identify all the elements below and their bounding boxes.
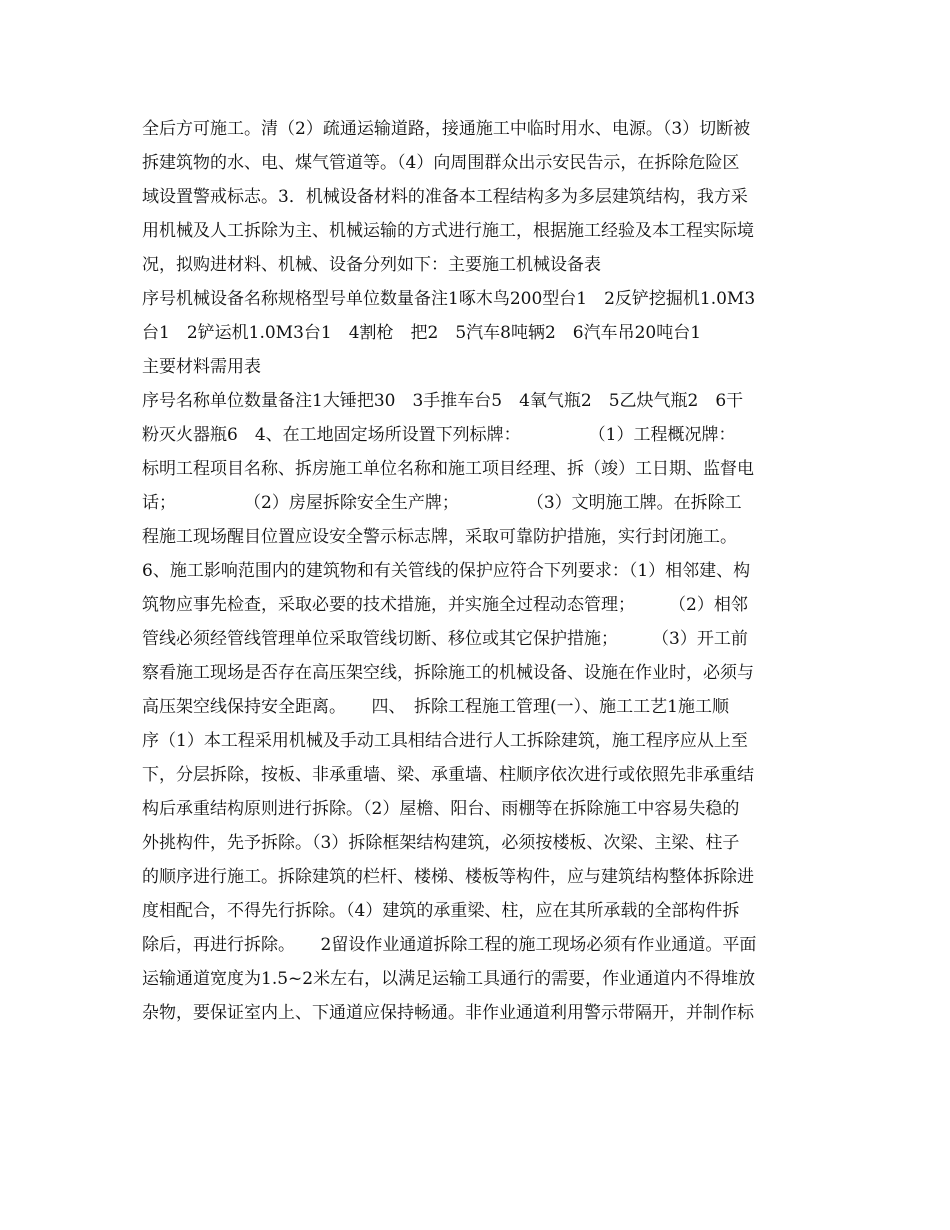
text-line: 6、施工影响范围内的建筑物和有关管线的保护应符合下列要求：（1）相邻建、构 <box>142 561 751 581</box>
text-line: 察看施工现场是否存在高压架空线，拆除施工的机械设备、设施在作业时，必须与 <box>142 663 754 683</box>
text-line: 高压架空线保持安全距离。 四、 拆除工程施工管理(一）、施工工艺1施工顺 <box>142 697 729 717</box>
text-line: 拆建筑物的水、电、煤气管道等。（4）向周围群众出示安民告示，在拆除危险区 <box>142 153 740 173</box>
document-body <box>142 112 814 1030</box>
text-line: 粉灭火器瓶6 4、在工地固定场所设置下列标牌： （1）工程概况牌： <box>142 425 736 445</box>
text-line: 除后，再进行拆除。 2留设作业通道拆除工程的施工现场必须有作业通道。平面 <box>142 935 757 955</box>
text-line: 全后方可施工。清（2）疏通运输道路，接通施工中临时用水、电源。（3）切断被 <box>142 119 751 139</box>
text-line: 用机械及人工拆除为主、机械运输的方式进行施工，根据施工经验及本工程实际境 <box>142 221 754 241</box>
text-line: 况，拟购进材料、机械、设备分列如下：主要施工机械设备表 <box>142 255 601 275</box>
text-line: 主要材料需用表 <box>142 357 261 377</box>
text-line: 管线必须经管线管理单位采取管线切断、移位或其它保护措施； （3）开工前 <box>142 629 748 649</box>
text-line: 筑物应事先检查，采取必要的技术措施，并实施全过程动态管理； （2）相邻 <box>142 595 748 615</box>
text-line: 序号机械设备名称规格型号单位数量备注1啄木鸟200型台1 2反铲挖掘机1.0M3 <box>142 289 756 309</box>
text-line: 构后承重结构原则进行拆除。（2）屋檐、阳台、雨棚等在拆除施工中容易失稳的 <box>142 799 740 819</box>
text-line: 序号名称单位数量备注1大锤把30 3手推车台5 4氧气瓶2 5乙炔气瓶2 6干 <box>142 391 744 411</box>
text-line: 度相配合，不得先行拆除。（4）建筑的承重梁、柱，应在其所承载的全部构件拆 <box>142 901 740 921</box>
text-line: 程施工现场醒目位置应设安全警示标志牌，采取可靠防护措施，实行封闭施工。 <box>142 527 737 547</box>
text-line: 杂物，要保证室内上、下通道应保持畅通。非作业通道利用警示带隔开，并制作标 <box>142 1003 754 1023</box>
text-line: 标明工程项目名称、拆房施工单位名称和施工项目经理、拆（竣）工日期、监督电 <box>142 459 754 479</box>
text-line: 序（1）本工程采用机械及手动工具相结合进行人工拆除建筑，施工程序应从上至 <box>142 731 748 751</box>
text-line: 运输通道宽度为1.5~2米左右，以满足运输工具通行的需要，作业通道内不得堆放 <box>142 969 756 989</box>
text-line: 外挑构件，先予拆除。（3）拆除框架结构建筑，必须按楼板、次梁、主梁、柱子 <box>142 833 740 853</box>
text-line: 下，分层拆除，按板、非承重墙、梁、承重墙、柱顺序依次进行或依照先非承重结 <box>142 765 754 785</box>
text-line: 的顺序进行施工。拆除建筑的栏杆、楼梯、楼板等构件，应与建筑结构整体拆除进 <box>142 867 754 887</box>
text-line: 台1 2铲运机1.0M3台1 4割枪 把2 5汽车8吨辆2 6汽车吊20吨台1 <box>142 323 702 343</box>
text-line: 域设置警戒标志。3．机械设备材料的准备本工程结构多为多层建筑结构，我方采 <box>142 187 748 207</box>
text-line: 话； （2）房屋拆除安全生产牌； （3）文明施工牌。在拆除工 <box>142 493 742 513</box>
